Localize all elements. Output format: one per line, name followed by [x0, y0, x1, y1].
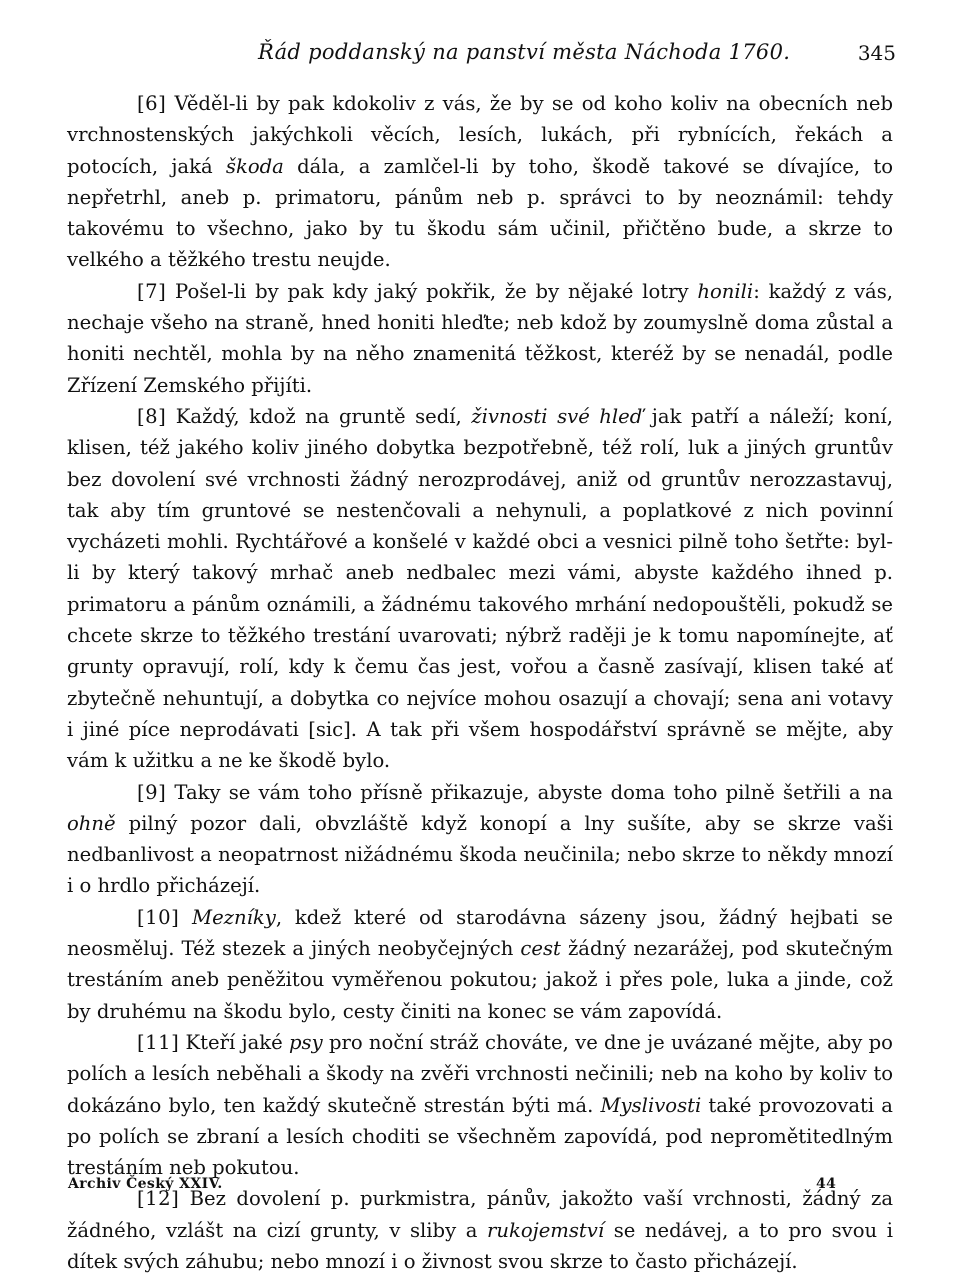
paragraph-number: [11]	[137, 1030, 180, 1054]
signature-mark: Archiv Český XXIV.	[68, 1176, 223, 1192]
paragraph-text	[179, 906, 192, 929]
paragraph-text: , kdež které od starodávna sázeny jsou, žádný hejbati se neosměluj. Též stezek a jiných neobyčejných	[67, 905, 893, 961]
paragraph-text: Bez dovolení p. purkmistra, pánův, jakožto vaší vrchnosti, žádný za žádného, vzlášt na cizí grunty, v sliby a	[67, 1187, 893, 1242]
paragraph-text: dála, a zamlčel-li by toho, škodě takové se dívajíce, to nepřetrhl, aneb p. primatoru, pánům neb p. správci to by neoznámil: tehdy takovému to všechno, jako by tu škodu sám učinil, přičtěno bude, a skrze to velkého a těžkého trestu neujde.	[67, 154, 893, 272]
emphasized-term: Myslivosti	[600, 1093, 702, 1117]
paragraph	[67, 902, 893, 1027]
running-title: Řád poddanský na panství města Náchoda 1760.	[258, 40, 791, 64]
footer	[0, 1176, 960, 1200]
body-text	[67, 88, 893, 1277]
paragraph-text: Věděl-li by pak kdokoliv z vás, že by se od koho koliv na obecních neb vrchnostenských jakýchkoli věcích, lesích, lukách, při rybnících, řekách a potocích, jaká	[67, 92, 893, 178]
emphasized-term: živnosti své hleď	[471, 404, 643, 428]
emphasized-term: honili	[697, 279, 754, 303]
paragraph	[67, 777, 893, 902]
paragraph-text: jak patří a náleží; koní, klisen, též jakého koliv jiného dobytka bezpotřebně, též rolí, luk a jiných gruntův bez dovolení své vrchnosti žádný nerozprodávej, aniž od gruntův nerozzastavuj, tak aby tím gruntové se nestenčovali a nehynuli, a poplatkové z nich povinní vycházeti mohli. Rychtářové a konšelé v každé obci a vesnici pilně toho šetřte: byl-li by který takový mrhač aneb nedbalec mezi vámi, abyste každého ihned p. primatoru a pánům oznámili, a žádnému takového mrhání nedopouštěli, pokudž se chcete skrze to těžkého trestání uvarovati; nýbrž raději je k tomu napomínejte, ať grunty opravují, rolí, kdy k čemu čas jest, vořou a časně zasívají, klisen také ať zbytečně nehuntují, a dobytka co nejvíce mohou osazují a chovají; sena ani votavy i jiné píce neprodávati [sic]. A tak při všem hospodářství správně se mějte, aby vám k užitku a ne ke škodě bylo.	[67, 404, 893, 773]
paragraph	[67, 88, 893, 276]
paragraph-number: [8]	[137, 404, 167, 428]
paragraph-number: [10]	[137, 905, 180, 929]
emphasized-term: rukojemství	[486, 1218, 605, 1242]
paragraph-text: žádný nezarážej, pod skutečným trestáním aneb peněžitou vyměřenou pokutou; jakož i přes pole, luka a jinde, což by druhému na škodu bylo, cesty činiti na konec se vám zapovídá.	[67, 937, 893, 1023]
paragraph-text: Každý, kdož na gruntě sedí,	[166, 404, 472, 428]
paragraph-number: [6]	[137, 92, 167, 115]
sheet-number: 44	[816, 1176, 837, 1192]
paragraph-text: také provozovati a po polích se zbraní a lesích choditi se všechněm zapovídá, pod nepromětitedlným trestáním neb pokutou.	[67, 1093, 893, 1180]
emphasized-term: cest	[520, 937, 561, 961]
emphasized-term: psy	[289, 1030, 323, 1054]
paragraph	[67, 1027, 893, 1183]
paragraph	[67, 276, 893, 401]
paragraph-text: se nedávej, a to pro svou i dítek svých záhubu; nebo mnozí i o živnost svou skrze to často přicházejí.	[67, 1218, 893, 1273]
paragraph-text: Pošel-li by pak kdy jaký pokřik, že by nějaké lotry	[166, 279, 698, 303]
emphasized-term: ohně	[67, 811, 116, 835]
paragraph-number: [7]	[137, 279, 167, 303]
paragraph-text: Taky se vám toho přísně přikazuje, abyste doma toho pilně šetřili a na	[166, 780, 893, 804]
paragraph	[67, 401, 893, 777]
paragraph-text: Kteří jaké	[179, 1030, 289, 1054]
emphasized-term: škoda	[225, 154, 284, 178]
running-head	[0, 40, 960, 72]
paragraph-number: [9]	[137, 780, 167, 804]
paragraph-text: pilný pozor dali, obvzláště když konopí a lny sušíte, aby se skrze vaši nedbanlivost a neopatrnost nižádnému škoda neučinila; nebo skrze to někdy mnozí i o hrdlo přicházejí.	[67, 811, 893, 898]
paragraph-text: pro noční stráž chováte, ve dne je uvázané mějte, aby po polích a lesích neběhali a škody na zvěři vrchnosti nečinili; neb na koho by koliv to dokázáno bylo, ten každý skutečně strestán býti má.	[67, 1030, 893, 1117]
page-number: 345	[857, 41, 896, 65]
emphasized-term: Mezníky	[192, 905, 276, 929]
paragraph-text: : každý z vás, nechaje všeho na straně, hned honiti hleďte; neb kdož by zoumyslně doma zůstal a honiti nechtěl, mohla by na něho znamenitá těžkost, kteréž by se nenadál, podle Zřízení Zemského přijíti.	[67, 279, 893, 397]
paragraph-number: [12]	[137, 1187, 180, 1211]
